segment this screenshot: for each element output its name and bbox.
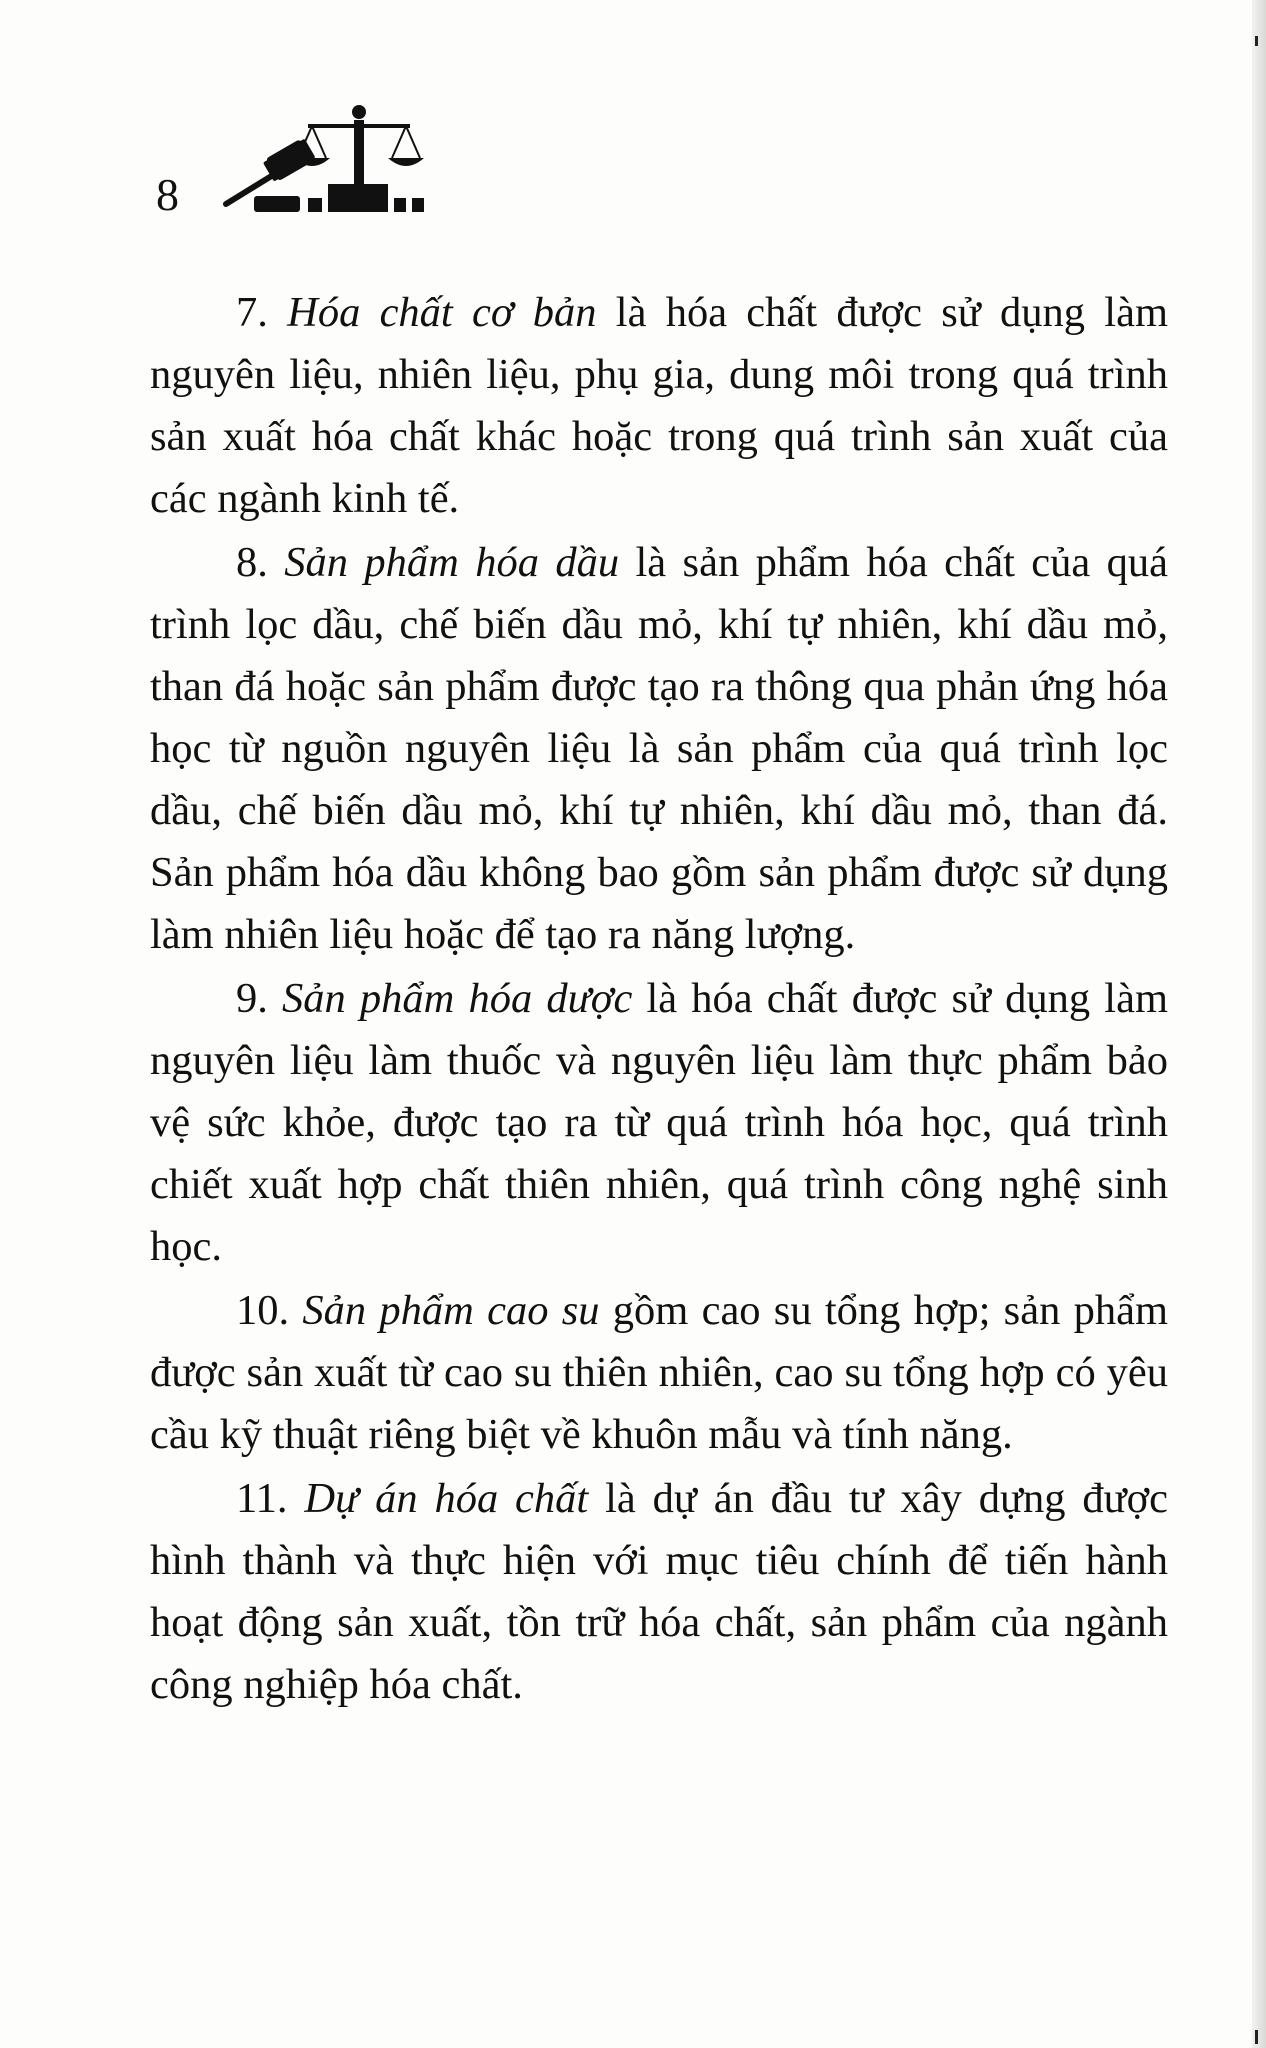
item-number: 7. — [236, 289, 268, 336]
item-number: 10. — [236, 1287, 290, 1334]
definition-text: gồm cao su tổng hợp; sản phẩm được sản xuất từ cao su thiên nhiên, cao su tổng hợp có yêu cầu kỹ thuật riêng biệt về khuôn mẫu và tính năng. — [150, 1287, 1169, 1458]
defined-term: Dự án hóa chất — [304, 1475, 589, 1522]
definition-paragraph-9 — [150, 968, 1168, 1278]
definition-paragraph-8 — [150, 532, 1168, 966]
definition-text: là sản phẩm hóa chất của quá trình lọc dầu, chế biến dầu mỏ, khí tự nhiên, khí dầu mỏ, than đá hoặc sản phẩm được tạo ra thông qua phản ứng hóa học từ nguồn nguyên liệu là sản phẩm của quá trình lọc dầu, chế biến dầu mỏ, khí tự nhiên, khí dầu mỏ, than đá. Sản phẩm hóa dầu không bao gồm sản phẩm được sử dụng làm nhiên liệu hoặc để tạo ra năng lượng. — [150, 539, 1169, 958]
edge-mark-top — [1255, 36, 1258, 46]
defined-term: Sản phẩm hóa dầu — [284, 539, 620, 586]
edge-mark-bottom — [1255, 2030, 1258, 2044]
definition-paragraph-11 — [150, 1468, 1168, 1716]
item-number: 8. — [236, 539, 268, 586]
item-number: 11. — [236, 1475, 288, 1522]
definition-text: là hóa chất được sử dụng làm nguyên liệu làm thuốc và nguyên liệu làm thực phẩm bảo vệ sức khỏe, được tạo ra từ quá trình hóa học, quá trình chiết xuất hợp chất thiên nhiên, quá trình công nghệ sinh học. — [150, 975, 1169, 1270]
scales-of-justice-gavel-icon — [218, 100, 448, 220]
page-header — [148, 100, 448, 230]
page-edge — [1252, 0, 1266, 2048]
defined-term: Hóa chất cơ bản — [287, 289, 597, 336]
item-number: 9. — [236, 975, 268, 1022]
defined-term: Sản phẩm cao su — [302, 1287, 600, 1334]
defined-term: Sản phẩm hóa dược — [282, 975, 633, 1022]
document-body — [150, 282, 1168, 1718]
definition-text: là dự án đầu tư xây dựng được hình thành và thực hiện với mục tiêu chính để tiến hành hoạt động sản xuất, tồn trữ hóa chất, sản phẩm của ngành công nghiệp hóa chất. — [150, 1475, 1169, 1708]
definition-text: là hóa chất được sử dụng làm nguyên liệu, nhiên liệu, phụ gia, dung môi trong quá trình sản xuất hóa chất khác hoặc trong quá trình sản xuất của các ngành kinh tế. — [150, 289, 1169, 522]
page-number: 8 — [156, 169, 179, 220]
definition-paragraph-7 — [150, 282, 1168, 530]
definition-paragraph-10 — [150, 1280, 1168, 1466]
